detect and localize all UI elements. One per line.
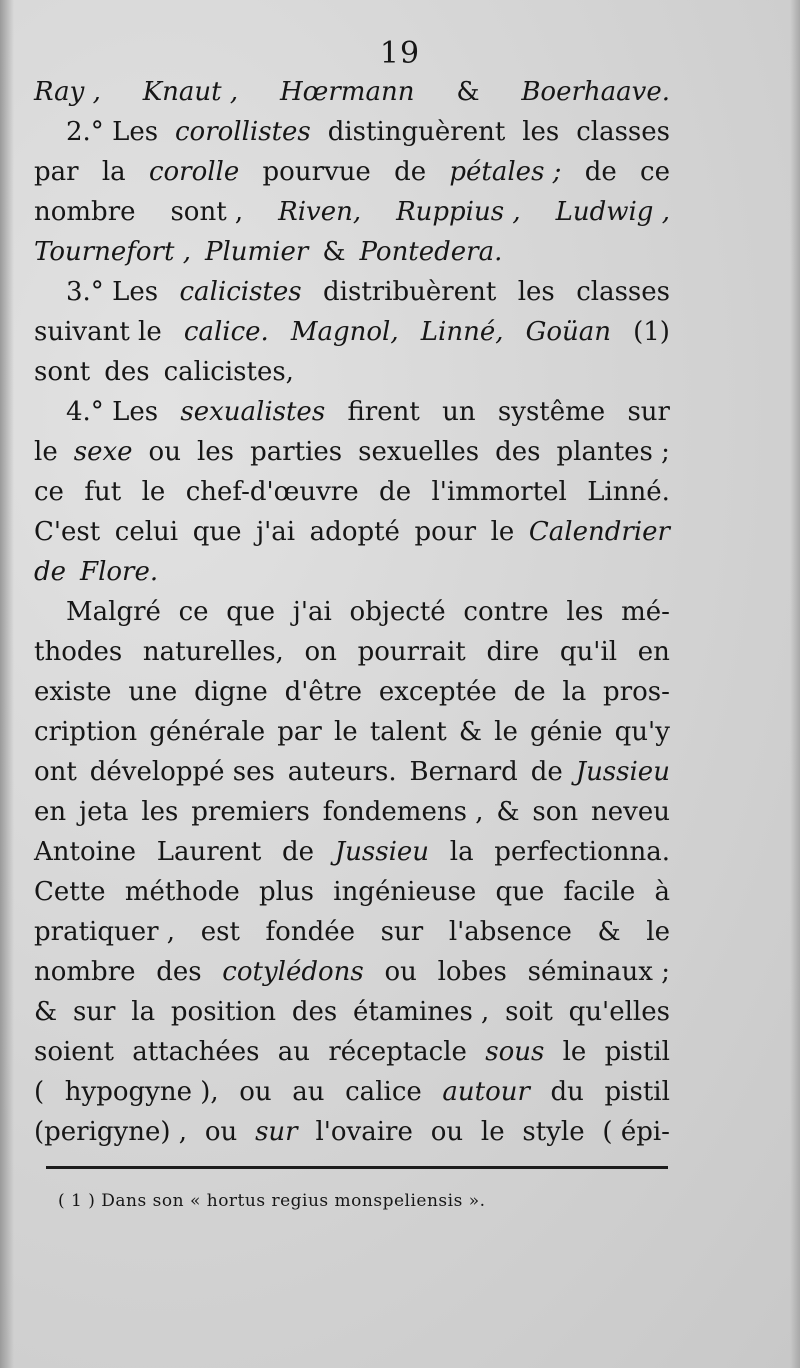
word: les bbox=[517, 277, 555, 307]
word: exceptée bbox=[378, 677, 497, 707]
word: l'absence bbox=[448, 917, 572, 947]
word: 4.° Les bbox=[66, 397, 159, 427]
word: pourrait bbox=[357, 637, 466, 667]
word: que bbox=[495, 877, 545, 907]
word: sexualistes bbox=[180, 397, 326, 427]
word: ce bbox=[640, 157, 670, 187]
word: & bbox=[34, 997, 58, 1027]
word: les bbox=[141, 797, 179, 827]
word: de bbox=[394, 157, 427, 187]
word: suivant le bbox=[34, 317, 162, 347]
word: Malgré bbox=[66, 597, 161, 627]
word: au bbox=[292, 1077, 325, 1107]
word: calice bbox=[345, 1077, 422, 1107]
text-line bbox=[34, 992, 670, 1032]
word: firent bbox=[347, 397, 420, 427]
word: systême bbox=[497, 397, 606, 427]
word: Boerhaave. bbox=[521, 77, 670, 107]
text-line bbox=[34, 952, 670, 992]
word: Goüan bbox=[525, 317, 612, 347]
word: de bbox=[34, 557, 67, 587]
word: Antoine bbox=[34, 837, 137, 867]
text-line bbox=[34, 792, 670, 832]
word: la bbox=[449, 837, 474, 867]
word: sur bbox=[255, 1117, 298, 1147]
word: la bbox=[131, 997, 156, 1027]
word: génie bbox=[530, 717, 603, 747]
word: en bbox=[637, 637, 670, 667]
word: attachées bbox=[132, 1037, 260, 1067]
text-line bbox=[66, 272, 670, 312]
word: existe bbox=[34, 677, 112, 707]
word: jeta bbox=[79, 797, 129, 827]
word: Bernard bbox=[409, 757, 518, 787]
word: digne bbox=[194, 677, 268, 707]
word: le bbox=[490, 517, 515, 547]
word: j'ai bbox=[256, 517, 296, 547]
word: Laurent bbox=[156, 837, 262, 867]
word: son bbox=[532, 797, 579, 827]
word: sur bbox=[380, 917, 424, 947]
text-line bbox=[34, 312, 670, 352]
footnote-marker: (1) bbox=[633, 317, 670, 347]
word: les bbox=[522, 117, 560, 147]
word: ce bbox=[178, 597, 209, 627]
word: celui bbox=[114, 517, 179, 547]
word: une bbox=[128, 677, 178, 707]
word: calicistes bbox=[179, 277, 302, 307]
word: Tournefort , bbox=[34, 237, 191, 267]
word: ou bbox=[148, 437, 181, 467]
word: le bbox=[494, 717, 518, 747]
text-line bbox=[34, 632, 670, 672]
word: fondemens , bbox=[322, 797, 484, 827]
word: ou bbox=[239, 1077, 272, 1107]
word: ( bbox=[34, 1077, 45, 1107]
word: classes bbox=[576, 117, 670, 147]
word: pour bbox=[414, 517, 477, 547]
word: plantes ; bbox=[556, 437, 670, 467]
word: que bbox=[226, 597, 276, 627]
word: les bbox=[566, 597, 604, 627]
word: style bbox=[522, 1117, 585, 1147]
word: mé- bbox=[621, 597, 670, 627]
word: développé ses bbox=[89, 757, 275, 787]
word: & bbox=[597, 917, 621, 947]
word: calicistes, bbox=[163, 357, 294, 387]
text-line bbox=[66, 592, 670, 632]
word: distribuèrent bbox=[323, 277, 497, 307]
word: ou bbox=[204, 1117, 238, 1147]
text-line bbox=[34, 712, 670, 752]
word: l'ovaire bbox=[315, 1117, 413, 1147]
word: thodes bbox=[34, 637, 123, 667]
word: parties bbox=[250, 437, 343, 467]
word: naturelles, bbox=[142, 637, 284, 667]
text-line bbox=[34, 872, 670, 912]
word: Pontedera. bbox=[359, 237, 503, 267]
word: qu'il bbox=[559, 637, 618, 667]
word: étamines , bbox=[353, 997, 490, 1027]
word: Plumier bbox=[204, 237, 309, 267]
word: sous bbox=[485, 1037, 545, 1067]
word: & bbox=[322, 237, 346, 267]
word: ( épi- bbox=[602, 1117, 670, 1147]
word: neveu bbox=[591, 797, 670, 827]
word: de bbox=[513, 677, 546, 707]
word: corolle bbox=[148, 157, 240, 187]
word: autour bbox=[442, 1077, 530, 1107]
page-edge-shadow-right bbox=[790, 0, 800, 1368]
word: plus bbox=[258, 877, 315, 907]
word: de bbox=[530, 757, 563, 787]
text-line bbox=[34, 752, 670, 792]
word: sexe bbox=[73, 437, 133, 467]
word: est bbox=[200, 917, 240, 947]
text-line bbox=[66, 112, 670, 152]
word: sur bbox=[72, 997, 116, 1027]
word: le bbox=[333, 717, 358, 747]
text-line bbox=[34, 912, 670, 952]
text-line bbox=[34, 192, 670, 232]
text-line bbox=[34, 72, 670, 112]
word: Flore. bbox=[80, 557, 159, 587]
word: & bbox=[456, 77, 480, 107]
word: pros- bbox=[603, 677, 670, 707]
word: pistil bbox=[604, 1037, 670, 1067]
word: Hœrmann bbox=[280, 77, 415, 107]
word: le bbox=[34, 437, 58, 467]
word: de bbox=[584, 157, 617, 187]
word: calice. bbox=[183, 317, 269, 347]
word: les bbox=[196, 437, 235, 467]
word: le bbox=[480, 1117, 505, 1147]
word: méthode bbox=[124, 877, 240, 907]
text-line bbox=[34, 1112, 670, 1152]
word: sur bbox=[627, 397, 670, 427]
word: Riven, bbox=[278, 197, 362, 227]
word: le bbox=[141, 477, 166, 507]
word: la bbox=[101, 157, 126, 187]
word: des bbox=[104, 357, 150, 387]
word: fut bbox=[84, 477, 122, 507]
word: du bbox=[550, 1077, 584, 1107]
word: la bbox=[562, 677, 587, 707]
text-line bbox=[34, 152, 670, 192]
word: par bbox=[277, 717, 322, 747]
word: le bbox=[562, 1037, 587, 1067]
word: & bbox=[496, 797, 520, 827]
word: distinguèrent bbox=[327, 117, 506, 147]
word: nombre bbox=[34, 957, 136, 987]
word: hypogyne ), bbox=[64, 1077, 219, 1107]
word: en bbox=[34, 797, 67, 827]
word: sont , bbox=[170, 197, 244, 227]
word: premiers bbox=[191, 797, 310, 827]
word: des bbox=[291, 997, 338, 1027]
word: Calendrier bbox=[528, 517, 670, 547]
text-line bbox=[34, 352, 670, 392]
word: adopté bbox=[309, 517, 400, 547]
word: cription bbox=[34, 717, 138, 747]
text-line bbox=[34, 832, 670, 872]
text-line bbox=[34, 472, 670, 512]
word: lobes bbox=[437, 957, 507, 987]
word: Knaut , bbox=[142, 77, 239, 107]
word: 2.° Les bbox=[66, 117, 159, 147]
word: Cette bbox=[34, 877, 106, 907]
word: soit bbox=[505, 997, 553, 1027]
word: le bbox=[646, 917, 670, 947]
word: pourvue bbox=[262, 157, 371, 187]
text-line bbox=[34, 672, 670, 712]
text-line bbox=[34, 1072, 670, 1112]
word: ou bbox=[430, 1117, 464, 1147]
word: qu'y bbox=[614, 717, 670, 747]
text-line bbox=[34, 552, 670, 592]
word: objecté bbox=[349, 597, 446, 627]
word: ce bbox=[34, 477, 64, 507]
footnote-rule bbox=[46, 1166, 668, 1169]
word: chef-d'œuvre bbox=[185, 477, 359, 507]
word: fondée bbox=[265, 917, 355, 947]
word: Linné. bbox=[587, 477, 670, 507]
word: soient bbox=[34, 1037, 114, 1067]
word: dire bbox=[486, 637, 540, 667]
word: perfectionna. bbox=[494, 837, 670, 867]
word: que bbox=[192, 517, 242, 547]
word: position bbox=[170, 997, 277, 1027]
word: sont bbox=[34, 357, 91, 387]
word: Jussieu bbox=[334, 837, 430, 867]
word: nombre bbox=[34, 197, 136, 227]
word: Magnol, bbox=[290, 317, 399, 347]
word: C'est bbox=[34, 517, 101, 547]
word: ingénieuse bbox=[333, 877, 477, 907]
text-line bbox=[34, 432, 670, 472]
word: de bbox=[379, 477, 412, 507]
word: qu'elles bbox=[568, 997, 670, 1027]
page-edge-shadow-left bbox=[0, 0, 14, 1368]
text-line bbox=[66, 392, 670, 432]
word: 3.° Les bbox=[66, 277, 159, 307]
word: talent bbox=[369, 717, 447, 747]
word: cotylédons bbox=[222, 957, 364, 987]
word: un bbox=[442, 397, 476, 427]
word: on bbox=[304, 637, 337, 667]
word: des bbox=[156, 957, 202, 987]
text-line bbox=[34, 1032, 670, 1072]
word: pratiquer , bbox=[34, 917, 176, 947]
word: facile bbox=[563, 877, 636, 907]
word: par bbox=[34, 157, 79, 187]
word: ont bbox=[34, 757, 77, 787]
word: à bbox=[654, 877, 670, 907]
word: auteurs. bbox=[287, 757, 397, 787]
word: Linné, bbox=[420, 317, 504, 347]
word: pétales ; bbox=[449, 157, 562, 187]
word: & bbox=[458, 717, 482, 747]
word: de bbox=[282, 837, 315, 867]
word: Jussieu bbox=[575, 757, 670, 787]
word: générale bbox=[149, 717, 266, 747]
word: ou bbox=[384, 957, 417, 987]
word: séminaux ; bbox=[527, 957, 670, 987]
word: contre bbox=[463, 597, 549, 627]
word: (perigyne) , bbox=[34, 1117, 188, 1147]
word: réceptacle bbox=[328, 1037, 467, 1067]
footnote: ( 1 ) Dans son « hortus regius monspeliensis ». bbox=[58, 1191, 486, 1211]
word: pistil bbox=[604, 1077, 670, 1107]
word: l'immortel bbox=[431, 477, 567, 507]
word: classes bbox=[576, 277, 670, 307]
word: d'être bbox=[284, 677, 363, 707]
word: Ludwig , bbox=[555, 197, 670, 227]
text-line bbox=[34, 512, 670, 552]
word: Ruppius , bbox=[396, 197, 521, 227]
word: Ray , bbox=[34, 77, 101, 107]
word: au bbox=[277, 1037, 311, 1067]
word: des bbox=[495, 437, 541, 467]
word: sexuelles bbox=[358, 437, 480, 467]
page-number: 19 bbox=[379, 36, 421, 71]
text-line bbox=[34, 232, 670, 272]
word: corollistes bbox=[175, 117, 311, 147]
word: j'ai bbox=[292, 597, 332, 627]
